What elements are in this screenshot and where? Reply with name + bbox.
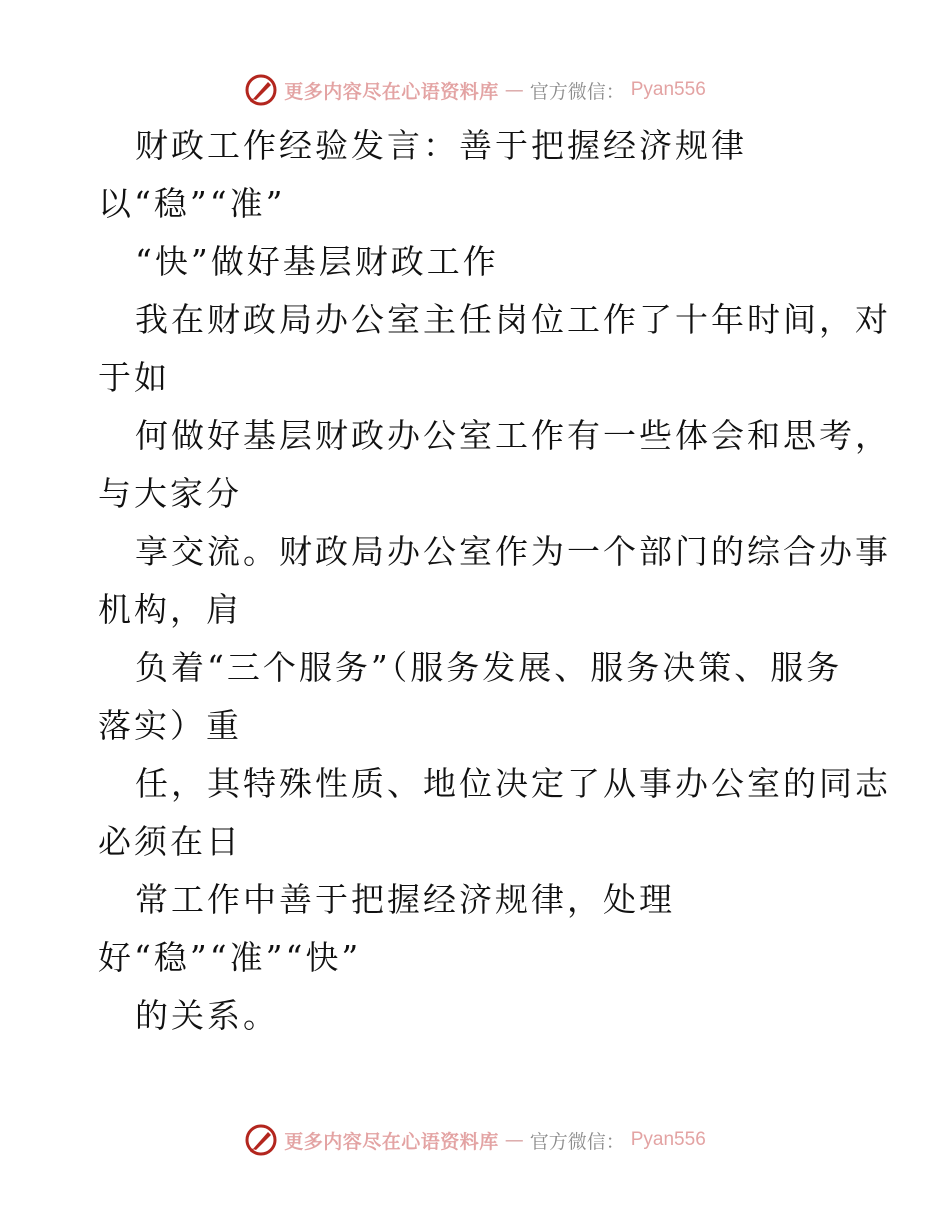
doc-paragraph-line: 落实）重: [98, 706, 242, 745]
doc-paragraph-line: 于如: [98, 358, 170, 397]
doc-title-line-3: “快”做好基层财政工作: [135, 242, 499, 281]
doc-paragraph-line: 任，其特殊性质、地位决定了从事办公室的同志: [135, 764, 891, 803]
banner-dash: —: [504, 79, 524, 101]
doc-paragraph-line: 好“稳”“准”“快”: [98, 938, 362, 977]
doc-title-line-2: 以“稳”“准”: [98, 184, 286, 223]
doc-paragraph-line: 负着“三个服务”（服务发展、服务决策、服务: [135, 648, 843, 687]
header-banner: [0, 70, 950, 110]
feather-pen-circle-icon: [244, 1123, 278, 1157]
banner-site-text: 更多内容尽在心语资料库: [284, 1130, 499, 1153]
banner-site-text: 更多内容尽在心语资料库: [284, 80, 499, 103]
doc-paragraph-line: 何做好基层财政办公室工作有一些体会和思考，: [135, 416, 891, 455]
doc-paragraph-line: 享交流。财政局办公室作为一个部门的综合办事: [135, 532, 891, 571]
banner-wechat-label: 官方微信：: [529, 1130, 625, 1153]
banner-wechat-id: Pyan556: [630, 1129, 706, 1150]
doc-paragraph-line: 常工作中善于把握经济规律，处理: [135, 880, 675, 919]
doc-title-line-1: 财政工作经验发言：善于把握经济规律: [135, 126, 747, 165]
banner-wechat-label: 官方微信：: [529, 80, 625, 103]
doc-paragraph-line: 的关系。: [135, 996, 279, 1035]
doc-paragraph-line: 必须在日: [98, 822, 242, 861]
banner-wechat-id: Pyan556: [630, 79, 706, 100]
doc-paragraph-line: 机构，肩: [98, 590, 242, 629]
doc-paragraph-line: 我在财政局办公室主任岗位工作了十年时间，对: [135, 300, 891, 339]
banner-dash: —: [504, 1129, 524, 1151]
footer-banner: [0, 1120, 950, 1160]
feather-pen-circle-icon: [244, 73, 278, 107]
doc-paragraph-line: 与大家分: [98, 474, 242, 513]
